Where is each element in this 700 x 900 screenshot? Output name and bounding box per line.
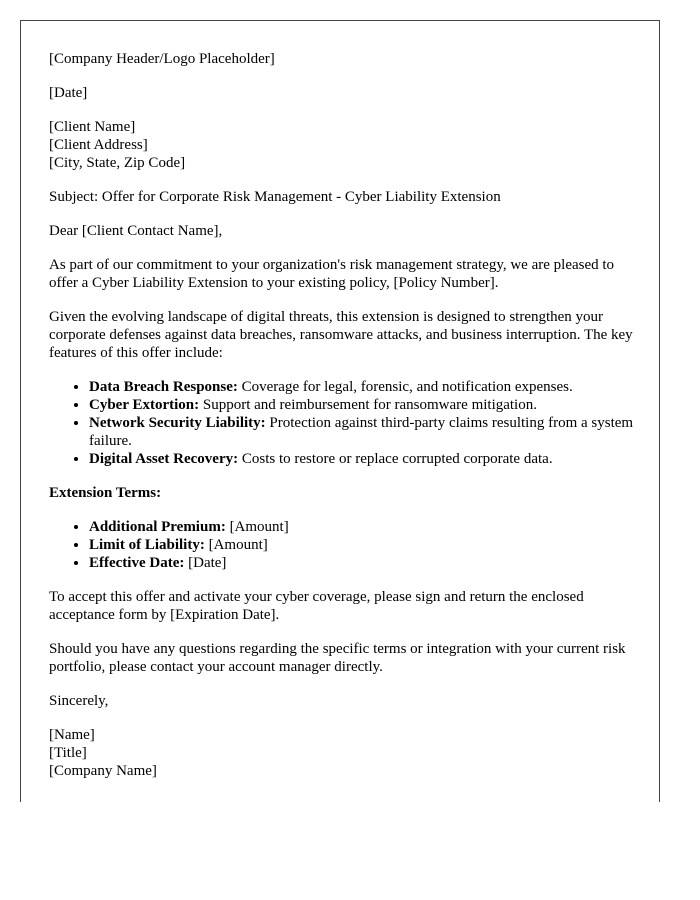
list-item — [89, 378, 634, 396]
term-value: [Date] — [184, 555, 227, 571]
letter-date: [Date] — [49, 85, 88, 101]
closing: Sincerely, — [49, 693, 109, 709]
intro-paragraph: As part of our commitment to your organization's risk management strategy, we are pleased to offer a Cyber Liability Extension to your existing policy, [Policy Number]. — [49, 257, 615, 291]
feature-label: Network Security Liability: — [89, 415, 266, 431]
feature-text: Coverage for legal, forensic, and notification expenses. — [237, 379, 573, 395]
list-item — [89, 554, 634, 572]
feature-label: Data Breach Response: — [89, 379, 238, 395]
recipient-address: [Client Address] — [49, 137, 148, 153]
feature-text: Support and reimbursement for ransomware mitigation. — [199, 397, 537, 413]
recipient-name: [Client Name] — [49, 119, 136, 135]
feature-label: Digital Asset Recovery: — [89, 451, 239, 467]
term-label: Limit of Liability: — [89, 537, 205, 553]
recipient-city: [City, State, Zip Code] — [49, 155, 186, 171]
questions-paragraph: Should you have any questions regarding the specific terms or integration with your current risk portfolio, please contact your account manager directly. — [49, 641, 626, 675]
list-item — [89, 414, 634, 450]
feature-label: Cyber Extortion: — [89, 397, 200, 413]
list-item — [89, 396, 634, 414]
recipient-block — [49, 118, 634, 172]
signature-company: [Company Name] — [49, 763, 157, 779]
signature-block — [49, 726, 634, 780]
letter-page — [20, 20, 660, 802]
context-paragraph: Given the evolving landscape of digital threats, this extension is designed to strengthen your corporate defenses against data breaches, ransomware attacks, and business interruption. The key features of this offer include: — [49, 309, 633, 361]
term-value: [Amount] — [225, 519, 289, 535]
term-value: [Amount] — [204, 537, 268, 553]
term-label: Effective Date: — [89, 555, 185, 571]
list-item — [89, 450, 634, 468]
signature-name: [Name] — [49, 727, 95, 743]
subject-line: Subject: Offer for Corporate Risk Management - Cyber Liability Extension — [49, 189, 501, 205]
list-item — [89, 518, 634, 536]
list-item — [89, 536, 634, 554]
features-list — [49, 378, 634, 468]
term-label: Additional Premium: — [89, 519, 226, 535]
feature-text: Costs to restore or replace corrupted corporate data. — [238, 451, 553, 467]
terms-heading: Extension Terms: — [49, 485, 162, 501]
feature-text: Protection against third-party claims resulting from a system failure. — [89, 415, 634, 449]
acceptance-paragraph: To accept this offer and activate your cyber coverage, please sign and return the enclosed acceptance form by [Expiration Date]. — [49, 589, 584, 623]
terms-list — [49, 518, 634, 572]
letter-body — [49, 50, 634, 796]
signature-title: [Title] — [49, 745, 87, 761]
salutation: Dear [Client Contact Name], — [49, 223, 223, 239]
company-header: [Company Header/Logo Placeholder] — [49, 51, 275, 67]
